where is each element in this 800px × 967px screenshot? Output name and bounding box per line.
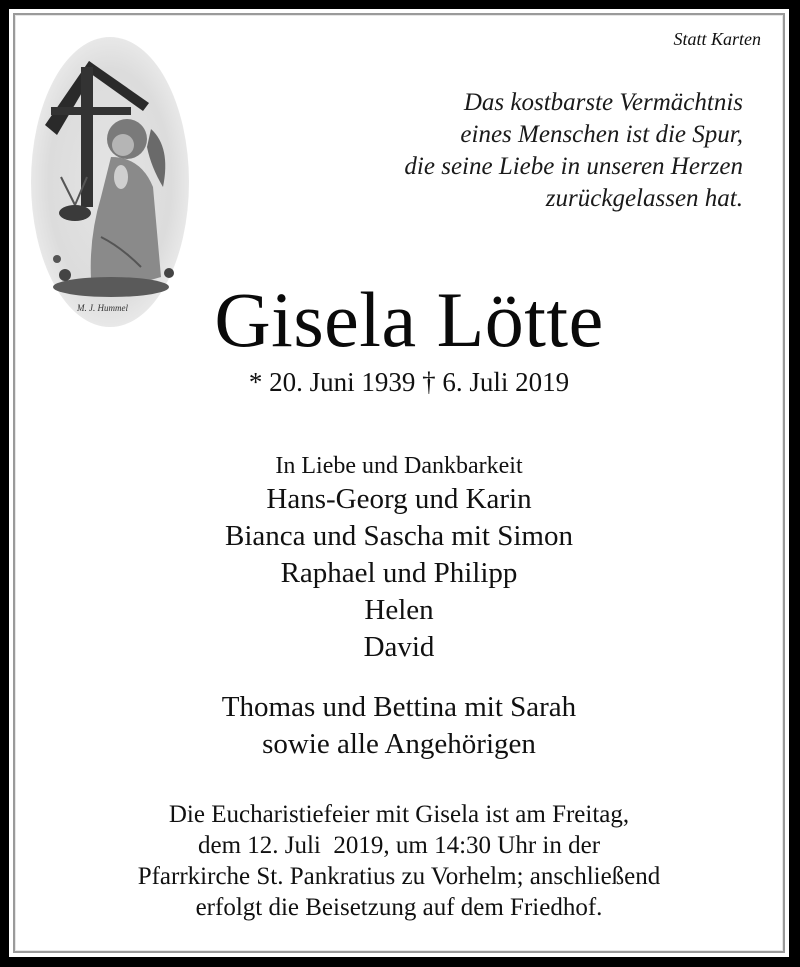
- mourner-entry: Raphael und Philipp: [280, 557, 518, 589]
- mourner-entry: Helen: [364, 594, 434, 626]
- life-dates: * 20. Juni 1939 † 6. Juli 2019: [248, 367, 570, 397]
- mourner-entry: David: [363, 631, 435, 663]
- statt-karten-note: Statt Karten: [673, 29, 761, 49]
- service-information: [9, 799, 789, 923]
- service-line: dem 12. Juli 2019, um 14:30 Uhr in der: [197, 832, 601, 859]
- mourner-entry: Thomas und Bettina mit Sarah: [221, 691, 577, 723]
- other-mourners: [9, 689, 789, 763]
- mourners-list: [9, 451, 789, 666]
- motto-line: zurückgelassen hat.: [545, 185, 743, 212]
- motto-quote: [404, 87, 743, 215]
- mourners-intro: In Liebe und Dankbarkeit: [275, 453, 523, 479]
- motto-line: die seine Liebe in unseren Herzen: [404, 153, 743, 180]
- mourner-entry: Hans-Georg und Karin: [266, 483, 532, 515]
- deceased-name: Gisela Lötte: [214, 276, 604, 363]
- service-line: Pfarrkirche St. Pankratius zu Vorhelm; anschließend: [137, 863, 661, 890]
- mourner-entry: Bianca und Sascha mit Simon: [225, 520, 573, 552]
- motto-line: eines Menschen ist die Spur,: [460, 121, 743, 148]
- svg-text:M. J. Hummel: M. J. Hummel: [77, 303, 128, 313]
- service-line: erfolgt die Beisetzung auf dem Friedhof.: [195, 894, 603, 921]
- service-line: Die Eucharistiefeier mit Gisela ist am Freitag,: [168, 801, 630, 828]
- obituary-notice: [9, 9, 789, 957]
- motto-line: Das kostbarste Vermächtnis: [463, 89, 743, 116]
- mourner-entry: sowie alle Angehörigen: [262, 728, 536, 760]
